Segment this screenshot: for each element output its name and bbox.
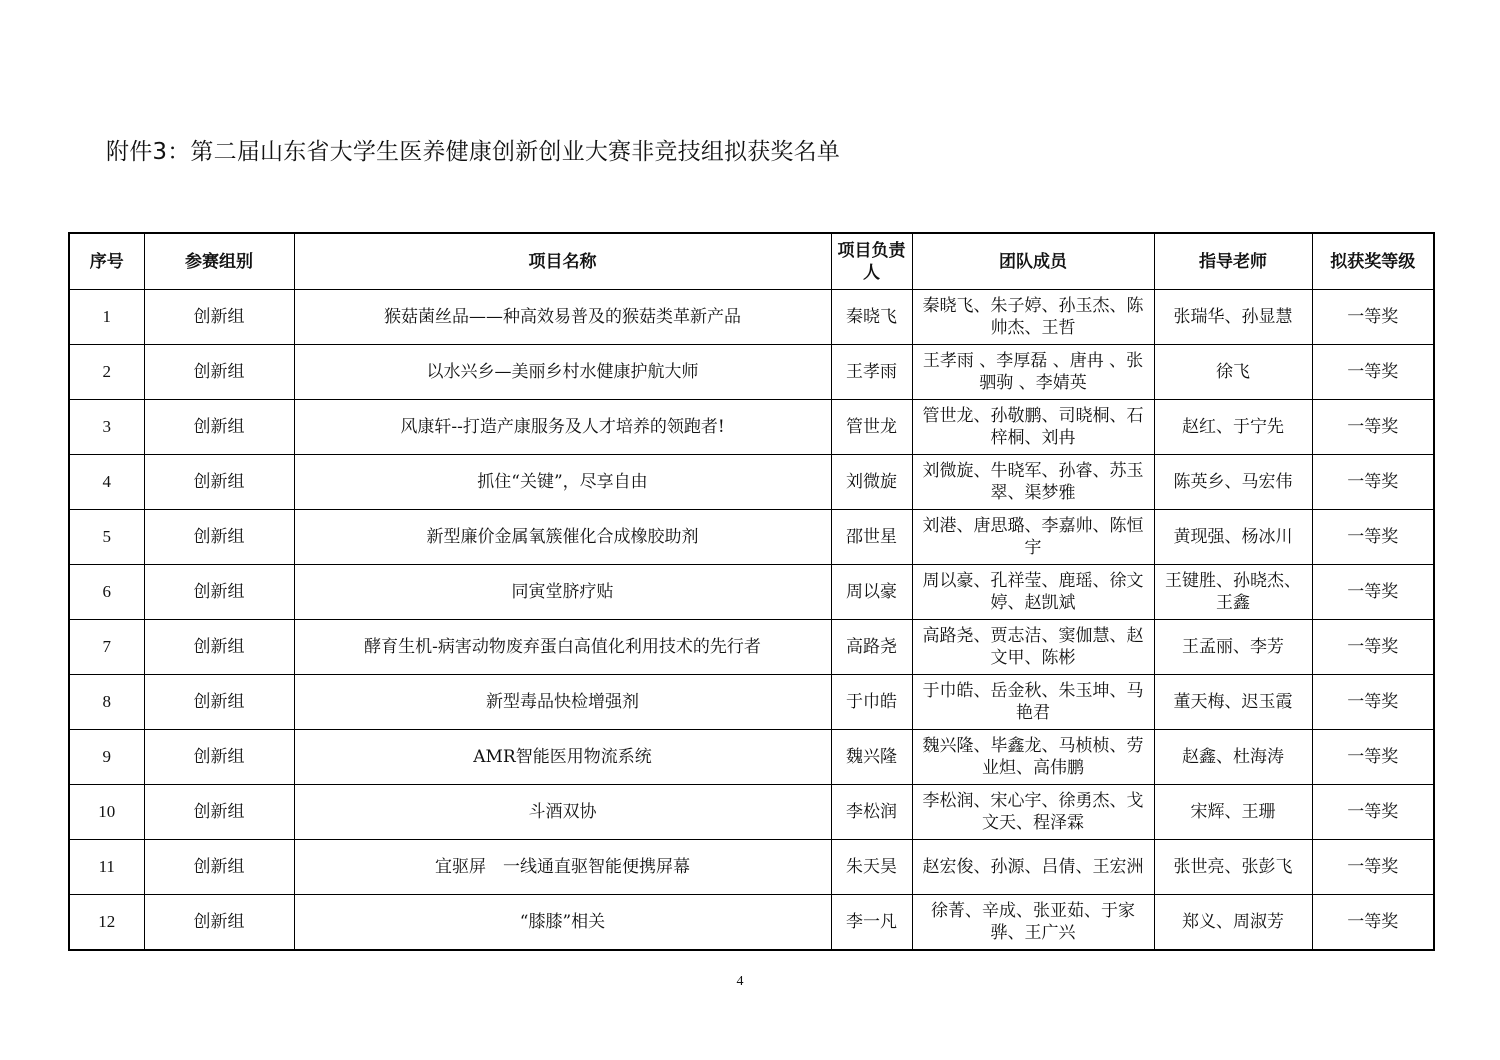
cell-members: 刘港、唐思璐、李嘉帅、陈恒宇 xyxy=(912,510,1154,565)
cell-group: 创新组 xyxy=(144,840,294,895)
cell-leader: 朱天昊 xyxy=(831,840,912,895)
cell-advisor: 张世亮、张彭飞 xyxy=(1154,840,1312,895)
cell-leader: 李松润 xyxy=(831,785,912,840)
cell-leader: 管世龙 xyxy=(831,400,912,455)
table-row xyxy=(69,730,1434,785)
cell-advisor: 董天梅、迟玉霞 xyxy=(1154,675,1312,730)
table-row xyxy=(69,895,1434,951)
cell-members: 于巾皓、岳金秋、朱玉坤、马艳君 xyxy=(912,675,1154,730)
cell-index: 2 xyxy=(69,345,144,400)
cell-project: 酵育生机-病害动物废弃蛋白高值化利用技术的先行者 xyxy=(294,620,831,675)
table-row xyxy=(69,785,1434,840)
cell-group: 创新组 xyxy=(144,400,294,455)
cell-members: 秦晓飞、朱子婷、孙玉杰、陈帅杰、王哲 xyxy=(912,290,1154,345)
cell-group: 创新组 xyxy=(144,345,294,400)
table-body xyxy=(69,290,1434,951)
cell-group: 创新组 xyxy=(144,785,294,840)
cell-advisor: 陈英乡、马宏伟 xyxy=(1154,455,1312,510)
cell-award: 一等奖 xyxy=(1312,730,1434,785)
award-table xyxy=(68,232,1435,951)
cell-leader: 王孝雨 xyxy=(831,345,912,400)
cell-index: 5 xyxy=(69,510,144,565)
cell-leader: 李一凡 xyxy=(831,895,912,951)
cell-index: 11 xyxy=(69,840,144,895)
cell-advisor: 徐飞 xyxy=(1154,345,1312,400)
cell-members: 徐菁、辛成、张亚茹、于家骅、王广兴 xyxy=(912,895,1154,951)
table-row xyxy=(69,565,1434,620)
cell-project: “膝膝”相关 xyxy=(294,895,831,951)
table-row xyxy=(69,455,1434,510)
header-advisor: 指导老师 xyxy=(1154,233,1312,290)
cell-advisor: 王键胜、孙晓杰、王鑫 xyxy=(1154,565,1312,620)
header-index: 序号 xyxy=(69,233,144,290)
cell-award: 一等奖 xyxy=(1312,675,1434,730)
cell-index: 9 xyxy=(69,730,144,785)
header-award: 拟获奖等级 xyxy=(1312,233,1434,290)
page-title: 附件3：第二届山东省大学生医养健康创新创业大赛非竞技组拟获奖名单 xyxy=(106,139,841,165)
cell-award: 一等奖 xyxy=(1312,510,1434,565)
cell-advisor: 赵红、于宁先 xyxy=(1154,400,1312,455)
cell-leader: 周以豪 xyxy=(831,565,912,620)
cell-project: 抓住“关键”，尽享自由 xyxy=(294,455,831,510)
cell-index: 12 xyxy=(69,895,144,951)
cell-members: 王孝雨 、李厚磊 、唐冉 、张驷驹 、李婧英 xyxy=(912,345,1154,400)
cell-award: 一等奖 xyxy=(1312,400,1434,455)
header-project: 项目名称 xyxy=(294,233,831,290)
cell-award: 一等奖 xyxy=(1312,840,1434,895)
cell-project: 以水兴乡—美丽乡村水健康护航大师 xyxy=(294,345,831,400)
cell-group: 创新组 xyxy=(144,565,294,620)
cell-members: 赵宏俊、孙源、吕倩、王宏洲 xyxy=(912,840,1154,895)
cell-project: 风康轩--打造产康服务及人才培养的领跑者! xyxy=(294,400,831,455)
cell-project: 同寅堂脐疗贴 xyxy=(294,565,831,620)
cell-members: 李松润、宋心宇、徐勇杰、戈文天、程泽霖 xyxy=(912,785,1154,840)
cell-project: 新型廉价金属氧簇催化合成橡胶助剂 xyxy=(294,510,831,565)
table-row xyxy=(69,620,1434,675)
header-members: 团队成员 xyxy=(912,233,1154,290)
cell-members: 魏兴隆、毕鑫龙、马桢桢、劳业炟、高伟鹏 xyxy=(912,730,1154,785)
header-group: 参赛组别 xyxy=(144,233,294,290)
cell-advisor: 张瑞华、孙显慧 xyxy=(1154,290,1312,345)
table-header-row xyxy=(69,233,1434,290)
cell-index: 7 xyxy=(69,620,144,675)
cell-award: 一等奖 xyxy=(1312,785,1434,840)
cell-group: 创新组 xyxy=(144,510,294,565)
cell-group: 创新组 xyxy=(144,620,294,675)
cell-index: 1 xyxy=(69,290,144,345)
cell-members: 刘微旋、牛晓军、孙睿、苏玉翠、渠梦雅 xyxy=(912,455,1154,510)
cell-group: 创新组 xyxy=(144,730,294,785)
cell-group: 创新组 xyxy=(144,675,294,730)
cell-members: 管世龙、孙敬鹏、司晓桐、石梓桐、刘冉 xyxy=(912,400,1154,455)
cell-advisor: 郑义、周淑芳 xyxy=(1154,895,1312,951)
cell-award: 一等奖 xyxy=(1312,620,1434,675)
cell-leader: 邵世星 xyxy=(831,510,912,565)
cell-index: 10 xyxy=(69,785,144,840)
cell-advisor: 黄现强、杨冰川 xyxy=(1154,510,1312,565)
table-row xyxy=(69,510,1434,565)
cell-project: AMR智能医用物流系统 xyxy=(294,730,831,785)
cell-index: 8 xyxy=(69,675,144,730)
cell-project: 宜驱屏 一线通直驱智能便携屏幕 xyxy=(294,840,831,895)
page-number: 4 xyxy=(736,974,744,989)
table-row xyxy=(69,840,1434,895)
cell-leader: 刘微旋 xyxy=(831,455,912,510)
table-row xyxy=(69,675,1434,730)
cell-leader: 魏兴隆 xyxy=(831,730,912,785)
table-row xyxy=(69,400,1434,455)
cell-award: 一等奖 xyxy=(1312,345,1434,400)
cell-project: 新型毒品快检增强剂 xyxy=(294,675,831,730)
cell-award: 一等奖 xyxy=(1312,895,1434,951)
cell-group: 创新组 xyxy=(144,455,294,510)
cell-leader: 于巾皓 xyxy=(831,675,912,730)
cell-group: 创新组 xyxy=(144,290,294,345)
cell-project: 猴菇菌丝品——种高效易普及的猴菇类革新产品 xyxy=(294,290,831,345)
cell-index: 4 xyxy=(69,455,144,510)
cell-advisor: 王孟丽、李芳 xyxy=(1154,620,1312,675)
table-row xyxy=(69,290,1434,345)
cell-group: 创新组 xyxy=(144,895,294,951)
cell-members: 周以豪、孔祥莹、鹿瑶、徐文婷、赵凯斌 xyxy=(912,565,1154,620)
cell-award: 一等奖 xyxy=(1312,565,1434,620)
header-leader: 项目负责人 xyxy=(831,233,912,290)
cell-award: 一等奖 xyxy=(1312,455,1434,510)
cell-index: 6 xyxy=(69,565,144,620)
cell-project: 斗酒双协 xyxy=(294,785,831,840)
cell-leader: 秦晓飞 xyxy=(831,290,912,345)
cell-members: 高路尧、贾志洁、窦伽慧、赵文甲、陈彬 xyxy=(912,620,1154,675)
cell-award: 一等奖 xyxy=(1312,290,1434,345)
table-row xyxy=(69,345,1434,400)
cell-leader: 高路尧 xyxy=(831,620,912,675)
cell-index: 3 xyxy=(69,400,144,455)
cell-advisor: 宋辉、王珊 xyxy=(1154,785,1312,840)
cell-advisor: 赵鑫、杜海涛 xyxy=(1154,730,1312,785)
